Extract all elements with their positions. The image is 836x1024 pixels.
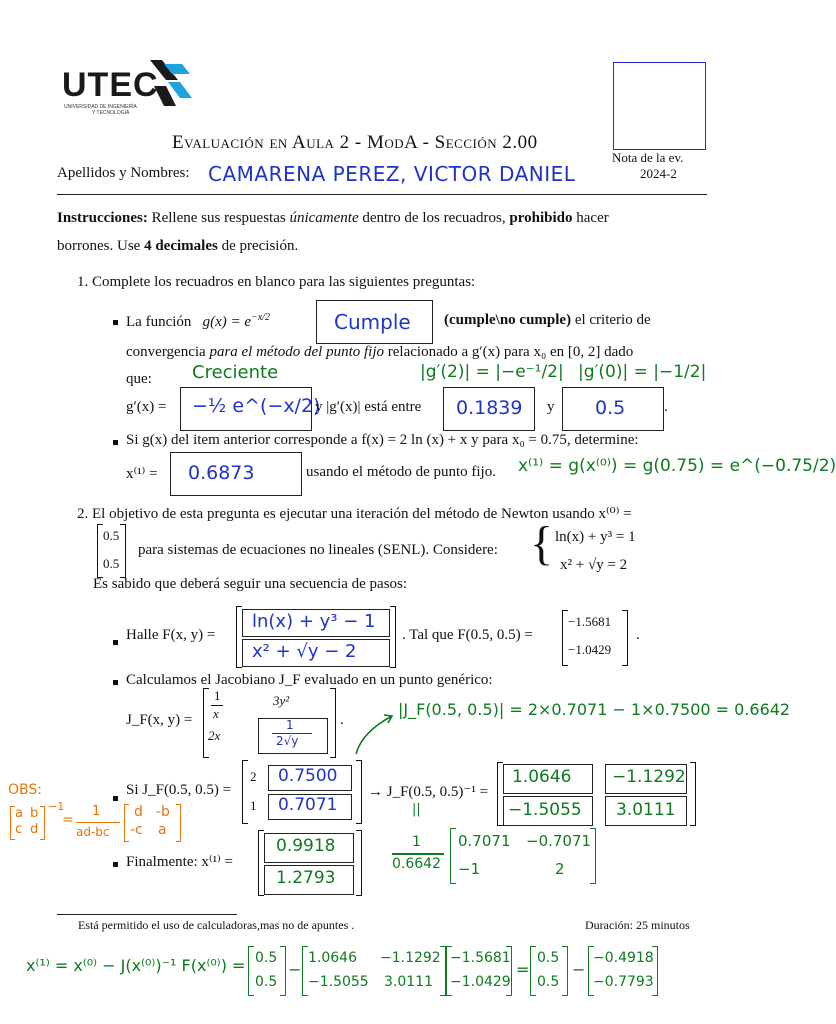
eq-2: x² + √y = 2 — [560, 557, 628, 573]
bottom-lhs: x⁽¹⁾ = x⁽⁰⁾ − J(x⁽⁰⁾)⁻¹ F(x⁽⁰⁾) = — [26, 956, 246, 975]
bottom-m11: 1.0646 — [308, 950, 357, 966]
bottom-m21: −1.5055 — [308, 974, 369, 990]
J11-num: 1 — [214, 688, 221, 703]
system-brace: { — [530, 517, 554, 570]
obs-m11: a — [15, 806, 23, 821]
obs-bracket-right — [176, 804, 181, 842]
period: . — [636, 627, 640, 643]
J05-11: 2 — [250, 769, 257, 784]
answer-final1: 0.9918 — [276, 836, 336, 856]
footer-note: Está permitido el uso de calculadoras,mas no de apuntes . — [78, 918, 355, 932]
jac-label: J_F(x, y) = — [126, 712, 193, 728]
grade-label: Nota de la ev. — [612, 150, 684, 165]
utec-logo — [62, 58, 192, 118]
F05-value-1: −1.5681 — [568, 614, 612, 629]
bottom-f2: −1.0429 — [450, 974, 511, 990]
instructions-line1: Instrucciones: Rellene sus respuestas únicamente dentro de los recuadros, prohibido hacer — [57, 210, 609, 226]
q1-intro: 1. Complete los recuadros en blanco para las siguientes preguntas: — [77, 274, 476, 290]
answer-inv21: −1.5055 — [508, 800, 582, 820]
between-label: y |g′(x)| está entre — [315, 399, 422, 415]
hw-inv-num: 1 — [412, 834, 421, 850]
obs-bracket-left — [124, 804, 129, 842]
q1-b1-text-d: que: — [126, 371, 152, 387]
obs-frac-num: 1 — [92, 804, 101, 819]
bracket-right — [120, 524, 126, 578]
q2-intro-c: Es sabido que deberá seguir una secuencia de pasos: — [93, 576, 408, 592]
hw-creciente: Creciente — [192, 362, 279, 383]
bullet — [113, 320, 118, 325]
logo-text: UTEC — [62, 66, 159, 104]
obs-m22: d — [30, 822, 39, 837]
answer-low: 0.1839 — [456, 397, 523, 419]
student-name: CAMARENA PEREZ, VICTOR DANIEL — [208, 162, 576, 186]
J05-21: 1 — [250, 798, 257, 813]
hw-g-prime-0: |g′(0)| = |−1/2| — [578, 362, 707, 382]
bracket-right — [622, 610, 628, 666]
bullet — [113, 862, 118, 867]
logo-subtitle-2: Y TECNOLOGÍA — [92, 110, 130, 116]
answer-inv12: −1.1292 — [612, 767, 686, 787]
answer-J05-12: 0.7500 — [278, 766, 338, 786]
answer-inv11: 1.0646 — [512, 767, 572, 787]
bottom-w2: 0.5 — [537, 974, 560, 990]
bottom-m12: −1.1292 — [380, 950, 441, 966]
logo-subtitle-1: UNIVERSIDAD DE INGENIERÍA — [64, 104, 137, 110]
hw-g-prime-2: |g′(2)| = |−e⁻¹/2| — [420, 362, 564, 382]
bracket-right — [280, 946, 286, 996]
x1-label: x⁽¹⁾ = — [126, 466, 158, 482]
final-label: Finalmente: x⁽¹⁾ = — [126, 854, 233, 870]
halle-label: Halle F(x, y) = — [126, 627, 216, 643]
bullet — [113, 640, 118, 645]
q1-b2-text-b: usando el método de punto fijo. — [306, 464, 496, 480]
header-rule — [57, 194, 707, 195]
arrow-icon — [352, 712, 398, 756]
eq-1: ln(x) + y³ = 1 — [555, 529, 636, 545]
bracket-left — [530, 946, 536, 996]
x0-value-1: 0.5 — [103, 528, 120, 543]
bullet — [113, 796, 118, 801]
footer-duration: Duración: 25 minutos — [585, 918, 690, 932]
answer-F1: ln(x) + y³ − 1 — [252, 611, 376, 632]
hw-inv-den: 0.6642 — [392, 856, 441, 872]
answer-inv22: 3.0111 — [616, 800, 676, 820]
bottom-v2: 0.5 — [255, 974, 278, 990]
answer-x1: 0.6873 — [188, 462, 255, 484]
answer-gprime: −½ e^(−x/2) — [192, 395, 321, 417]
period: . — [340, 712, 344, 728]
answer-final2: 1.2793 — [276, 868, 336, 888]
name-label: Apellidos y Nombres: — [57, 165, 190, 181]
hw-equals-vertical: || — [412, 802, 421, 817]
hw-inv11: 0.7071 — [458, 832, 511, 850]
obs-r11: d — [134, 804, 143, 820]
bracket-left — [203, 688, 209, 758]
bracket-left — [248, 946, 254, 996]
bottom-w1: 0.5 — [537, 950, 560, 966]
obs-bracket-right — [40, 806, 45, 840]
inv-label: → J_F(0.5, 0.5)⁻¹ = — [368, 784, 489, 800]
F05-value-2: −1.0429 — [568, 642, 612, 657]
bracket-right — [562, 946, 568, 996]
q1-b1-text-b: (cumple\no cumple) el criterio de — [444, 312, 651, 328]
footer-rule — [57, 914, 237, 915]
answer-high: 0.5 — [595, 397, 626, 419]
obs-r21: -c — [130, 822, 143, 838]
bottom-v1: 0.5 — [255, 950, 278, 966]
obs-label: OBS: — [8, 782, 42, 798]
J11-den: x — [213, 706, 219, 721]
obs-m12: b — [30, 806, 39, 821]
q1-b1-text-c: convergencia para el método del punto fijo relacionado a g′(x) para x₀ en [0, 2] dado — [126, 344, 634, 360]
bottom-f1: −1.5681 — [450, 950, 511, 966]
hw-inv12: −0.7071 — [526, 832, 592, 850]
q1-b2-text-a: Si g(x) del item anterior corresponde a f(x) = 2 ln (x) + x y para x₀ = 0.75, determine: — [126, 432, 639, 448]
instructions-line2: borrones. Use 4 decimales de precisión. — [57, 238, 299, 254]
x0-value-2: 0.5 — [103, 556, 120, 571]
obs-r12: -b — [156, 804, 170, 820]
hw-inv21: −1 — [458, 860, 481, 878]
hw-inv22: 2 — [555, 860, 565, 878]
bottom-minus: − — [288, 960, 302, 979]
tal-label: . Tal que F(0.5, 0.5) = — [402, 627, 533, 643]
utec-emblem-icon — [148, 58, 192, 108]
y-label: y — [547, 399, 555, 415]
bottom-r2: −0.7793 — [593, 974, 654, 990]
answer-J05-22: 0.7071 — [278, 795, 338, 815]
obs-m21: c — [15, 822, 23, 837]
hw-x1-work: x⁽¹⁾ = g(x⁽⁰⁾) = g(0.75) = e^(−0.75/2) — [518, 456, 836, 476]
term-label: 2024-2 — [640, 166, 677, 181]
grade-box[interactable] — [613, 62, 706, 150]
answer-F2: x² + √y − 2 — [252, 641, 357, 662]
bullet — [113, 680, 118, 685]
fraction-bar — [392, 853, 444, 855]
obs-inverse: −1 — [48, 800, 65, 813]
bottom-m22: 3.0111 — [384, 974, 433, 990]
bottom-minus-2: − — [572, 960, 586, 979]
period: . — [664, 399, 668, 415]
obs-frac-den: ad-bc — [76, 825, 110, 839]
hw-determinant: |J_F(0.5, 0.5)| = 2×0.7071 − 1×0.7500 = 0.6642 — [398, 700, 791, 719]
si-label: Si J_F(0.5, 0.5) = — [126, 782, 232, 798]
J12: 3y² — [273, 693, 290, 708]
gprime-label: g′(x) = — [126, 399, 167, 415]
bracket-right — [356, 830, 362, 896]
q2-intro-b: para sistemas de ecuaciones no lineales (SENL). Considere: — [138, 542, 498, 558]
obs-eq: = — [62, 812, 74, 828]
bracket-right — [356, 760, 362, 824]
q2-intro-a: 2. El objetivo de esta pregunta es ejecutar una iteración del método de Newton usando x⁽⁰⁾ = — [77, 506, 632, 522]
answer-cumple: Cumple — [334, 310, 411, 334]
bracket-right — [690, 762, 696, 826]
obs-r22: a — [158, 822, 167, 838]
fraction-bar — [76, 822, 120, 823]
bullet — [113, 440, 118, 445]
answer-J22-num: 1 — [286, 718, 294, 732]
page-title: Evaluación en Aula 2 - ModA - Sección 2.00 — [172, 132, 538, 153]
bottom-eq: = — [516, 960, 530, 979]
answer-J22-den: 2√y — [276, 734, 299, 748]
q1-b1-text-a: La función $g(x) = e^{-x/2}$ — [126, 312, 271, 330]
bracket-left — [450, 828, 456, 884]
jac-intro: Calculamos el Jacobiano J_F evaluado en un punto genérico: — [126, 672, 493, 688]
bracket-right — [330, 688, 336, 758]
bottom-r1: −0.4918 — [593, 950, 654, 966]
J21: 2x — [208, 728, 221, 743]
bracket-right — [390, 606, 396, 668]
bracket-left — [242, 760, 248, 824]
